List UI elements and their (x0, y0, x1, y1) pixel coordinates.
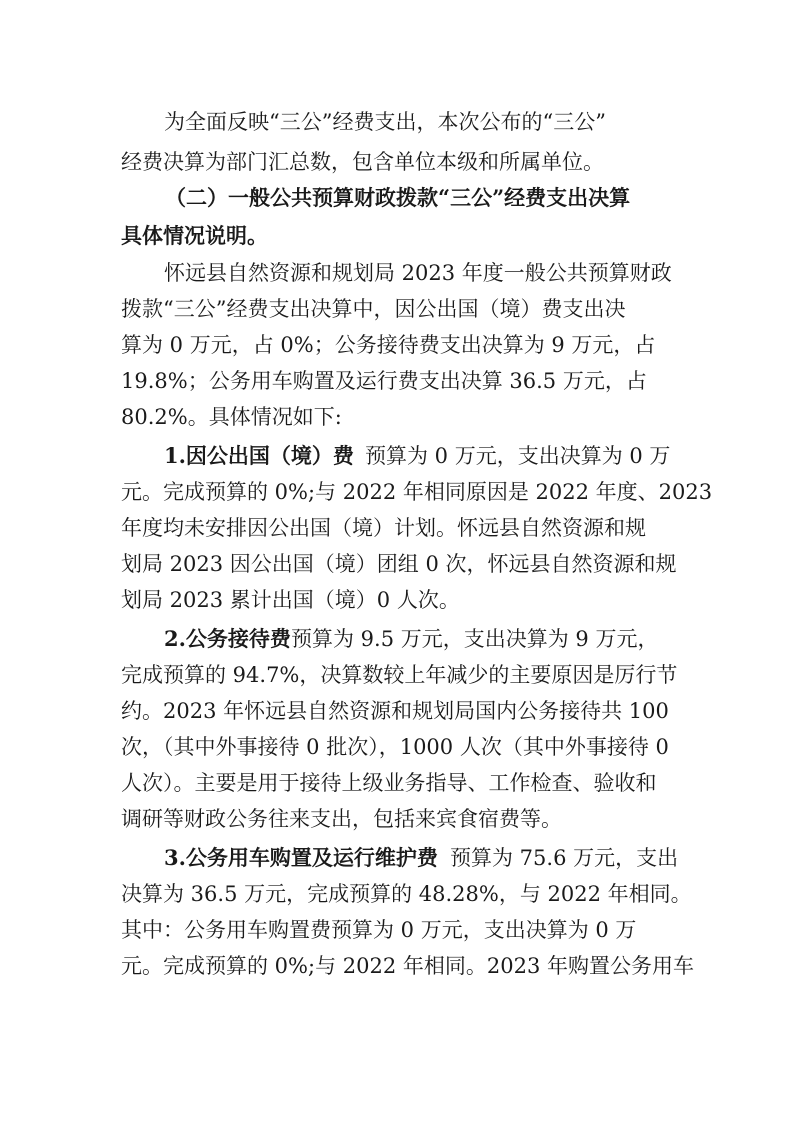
text-run: 预算为 0 万元，支出决算为 0 万 (365, 444, 671, 468)
text-run: 次，（其中外事接待 0 批次），1000 人次（其中外事接待 0 (121, 735, 669, 759)
section-heading: 具体情况说明。 (121, 223, 268, 248)
text-run: 划局 2023 累计出国（境）0 人次。 (121, 588, 460, 612)
text-run: 拨款“三公”经费支出决算中，因公出国（境）费支出决 (121, 297, 626, 321)
text-run: 人次）。主要是用于接待上级业务指导、工作检查、验收和 (121, 771, 657, 795)
text-run: 为全面反映“三公”经费支出，本次公布的“三公” (164, 110, 606, 134)
text-run: 元。完成预算的 0%;与 2022 年相同原因是 2022 年度、2023 (121, 480, 713, 504)
text-line (0, 797, 793, 841)
text-run: 80.2%。具体情况如下: (121, 405, 342, 429)
text-run: 19.8%；公务用车购置及运行费支出决算 36.5 万元，占 (121, 369, 647, 393)
text-run: 年度均未安排因公出国（境）计划。怀远县自然资源和规 (121, 516, 646, 540)
text-line (0, 944, 793, 988)
text-run: 划局 2023 因公出国（境）团组 0 次，怀远县自然资源和规 (121, 552, 677, 576)
text-run: 决算为 36.5 万元，完成预算的 48.28%，与 2022 年相同。 (121, 882, 692, 906)
text-run: 约。2023 年怀远县自然资源和规划局国内公务接待共 100 (121, 699, 669, 723)
text-run: 预算为 9.5 万元，支出决算为 9 万元， (291, 627, 659, 651)
text-run: 元。完成预算的 0%;与 2022 年相同。2023 年购置公务用车 (121, 954, 694, 978)
text-run: 完成预算的 94.7%，决算数较上年减少的主要原因是厉行节 (121, 663, 678, 687)
text-run: 经费决算为部门汇总数，包含单位本级和所属单位。 (121, 150, 604, 174)
text-run: 算为 0 万元，占 0%；公务接待费支出决算为 9 万元，占 (121, 333, 656, 357)
section-heading: （二）一般公共预算财政拨款“三公”经费支出决算 (165, 185, 631, 210)
text-run: 其中：公务用车购置费预算为 0 万元，支出决算为 0 万 (121, 918, 637, 942)
subheading-run: 1.因公出国（境）费 (164, 443, 354, 468)
text-line (0, 578, 793, 622)
text-run: 怀远县自然资源和规划局 2023 年度一般公共预算财政 (164, 261, 672, 285)
subheading-run: 3.公务用车购置及运行维护费 (164, 845, 438, 870)
text-line (0, 100, 793, 144)
text-run: 预算为 75.6 万元，支出 (450, 846, 679, 870)
text-run: 调研等财政公务往来支出，包括来宾食宿费等。 (121, 807, 562, 831)
text-line (0, 395, 793, 439)
subheading-run: 2.公务接待费 (164, 626, 291, 651)
